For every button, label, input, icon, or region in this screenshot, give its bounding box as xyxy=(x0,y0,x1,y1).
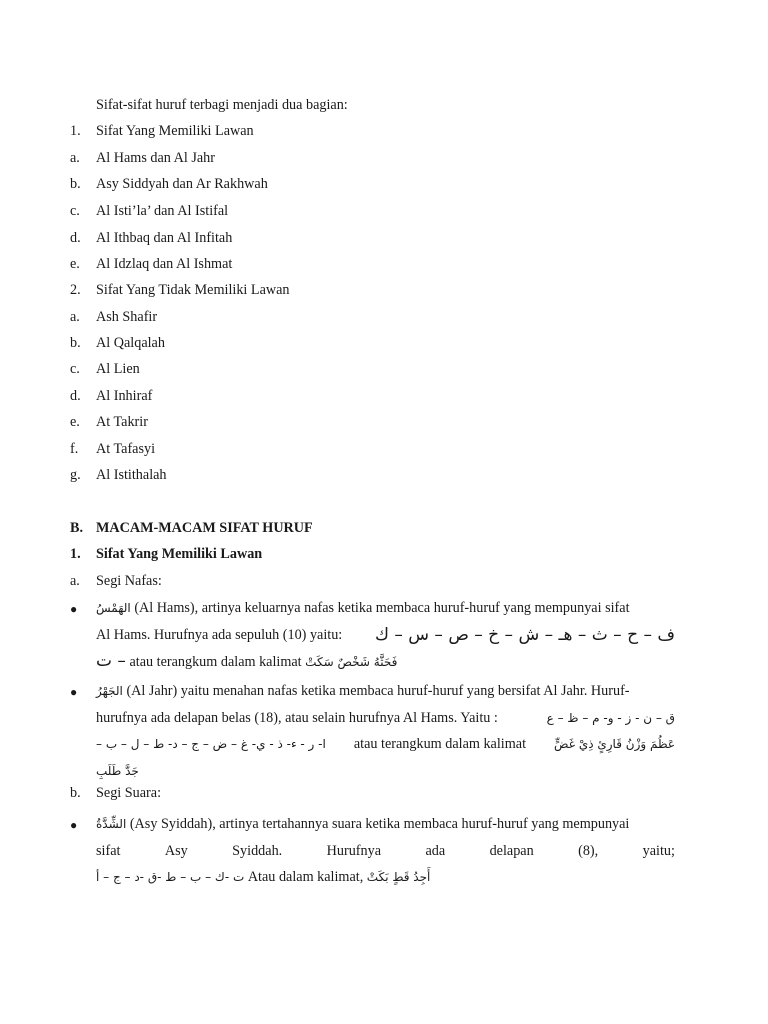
word: delapan xyxy=(489,842,534,859)
word: Syiddah. xyxy=(232,842,283,859)
list-item xyxy=(70,309,157,326)
section-title: MACAM-MACAM SIFAT HURUF xyxy=(96,520,313,536)
list-item-text: Al Istithalah xyxy=(96,467,167,483)
intro-text: Sifat-sifat huruf terbagi menjadi dua bagian: xyxy=(96,97,348,113)
list-item xyxy=(70,467,167,484)
segi-nafas-heading xyxy=(70,573,162,590)
paragraph-text: atau terangkum dalam kalimat xyxy=(353,736,527,753)
list-title: Sifat Yang Memiliki Lawan xyxy=(96,123,254,139)
list1-heading xyxy=(70,123,254,140)
section-marker: B. xyxy=(70,520,84,536)
arabic-letters: ت -ك – ب – ط -ق -د – ج – أ xyxy=(96,870,245,885)
syiddah-line-3 xyxy=(96,864,675,891)
arabic-letters: ق – ن - ز - و- م – ظ – ع xyxy=(546,710,675,725)
arabic-phrase: فَحَثَّهُ شَخْصٌ سَكَتْ xyxy=(305,655,398,670)
bullet-icon: ● xyxy=(70,685,78,699)
list-marker: d. xyxy=(70,230,81,246)
list-title: Segi Nafas: xyxy=(96,573,162,589)
syiddah-line-2 xyxy=(96,838,675,865)
list-marker: e. xyxy=(70,256,80,272)
word: yaitu; xyxy=(642,842,675,859)
paragraph-text: (Asy Syiddah), artinya tertahannya suara ketika membaca huruf-huruf yang mempunyai xyxy=(129,816,630,832)
paragraph-text: Atau dalam kalimat, xyxy=(247,869,364,886)
arabic-term: الشِّدَّةُ xyxy=(96,817,127,831)
list-marker: e. xyxy=(70,414,80,430)
list-item xyxy=(70,203,228,220)
arabic-term: الجَهْرُ xyxy=(96,684,123,698)
list-item xyxy=(70,230,232,247)
list2-heading xyxy=(70,282,290,299)
hams-line-2 xyxy=(96,622,675,649)
list-item xyxy=(70,335,165,352)
section-marker: 1. xyxy=(70,546,81,562)
list-marker: a. xyxy=(70,309,80,325)
word: Asy xyxy=(164,842,188,859)
list-marker: b. xyxy=(70,335,81,351)
list-item-text: Al Lien xyxy=(96,361,140,377)
list-marker: c. xyxy=(70,203,80,219)
jahr-paragraph xyxy=(96,678,675,784)
subsection-heading xyxy=(70,546,262,563)
list-marker: c. xyxy=(70,361,80,377)
segi-suara-heading xyxy=(70,785,161,802)
syiddah-paragraph xyxy=(96,811,675,891)
list-marker: g. xyxy=(70,467,81,483)
list-item-text: Al Ithbaq dan Al Infitah xyxy=(96,230,233,246)
arabic-letters: ا- ر - ء- ذ - ي- غ – ض – ج – د- ط – ل – ب – xyxy=(96,737,326,752)
list-item xyxy=(70,414,148,431)
list-item xyxy=(70,256,232,273)
paragraph-text: (Al Hams), artinya keluarnya nafas ketika membaca huruf-huruf yang mempunyai sifat xyxy=(134,600,630,616)
list-item xyxy=(70,150,215,167)
list-item xyxy=(70,361,140,378)
list-marker: f. xyxy=(70,441,79,457)
list-item-text: Al Inhiraf xyxy=(96,388,153,404)
paragraph-text: atau terangkum dalam kalimat xyxy=(129,654,302,671)
subsection-title: Sifat Yang Memiliki Lawan xyxy=(96,546,263,562)
list-item xyxy=(70,441,155,458)
list-marker: a. xyxy=(70,573,80,589)
section-b-heading xyxy=(70,520,313,537)
word: sifat xyxy=(96,842,121,859)
word: Hurufnya xyxy=(326,842,382,859)
paragraph-text: (Al Jahr) yaitu menahan nafas ketika membaca huruf-huruf yang bersifat Al Jahr. Huruf- xyxy=(126,683,630,699)
paragraph-text: Al Hams. Hurufnya ada sepuluh (10) yaitu: xyxy=(96,626,343,643)
list-item-text: At Tafasyi xyxy=(96,441,156,457)
arabic-phrase: أَجِدُ قَطٍ بَكَتْ xyxy=(366,870,431,885)
bullet-icon: ● xyxy=(70,818,78,832)
jahr-line-3 xyxy=(96,731,675,758)
hams-paragraph xyxy=(96,595,675,676)
arabic-phrase: جَدَّ طَلَبِ xyxy=(96,763,139,778)
list-title: Segi Suara: xyxy=(96,785,162,801)
syiddah-line-1 xyxy=(96,811,675,838)
list-item-text: Asy Siddyah dan Ar Rakhwah xyxy=(96,176,268,192)
list-marker: b. xyxy=(70,176,81,192)
arabic-term: الهَمْسُ xyxy=(96,601,131,615)
list-item-text: Al Qalqalah xyxy=(96,335,165,351)
jahr-line-2 xyxy=(96,705,675,732)
jahr-line-1 xyxy=(96,678,675,705)
list-item-text: At Takrir xyxy=(96,414,148,430)
list-item-text: Ash Shafir xyxy=(96,309,158,325)
list-marker: a. xyxy=(70,150,80,166)
word: ada xyxy=(425,842,446,859)
paragraph-text: hurufnya ada delapan belas (18), atau selain hurufnya Al Hams. Yaitu : xyxy=(96,709,498,726)
hams-line-1 xyxy=(96,595,675,622)
arabic-phrase: عَظُمَ وَزْنُ قَارِئٍ ذِيْ غَضٍّ xyxy=(554,737,675,752)
list-item-text: Al Idzlaq dan Al Ishmat xyxy=(96,256,233,272)
hams-line-3 xyxy=(96,648,675,676)
list-marker: 2. xyxy=(70,282,81,298)
list-item-text: Al Hams dan Al Jahr xyxy=(96,150,215,166)
list-item xyxy=(70,176,268,193)
list-item-text: Al Isti’la’ dan Al Istifal xyxy=(96,203,229,219)
list-marker: 1. xyxy=(70,123,81,139)
list-title: Sifat Yang Tidak Memiliki Lawan xyxy=(96,282,290,298)
list-item xyxy=(70,388,152,405)
word: (8), xyxy=(578,842,599,859)
bullet-icon: ● xyxy=(70,602,78,616)
list-marker: d. xyxy=(70,388,81,404)
arabic-letters: – ت xyxy=(96,651,126,672)
arabic-letters: ف – ح – ث – هـ – ش – خ – ص – س – ك xyxy=(374,624,675,645)
jahr-line-4 xyxy=(96,758,675,785)
list-marker: b. xyxy=(70,785,81,801)
